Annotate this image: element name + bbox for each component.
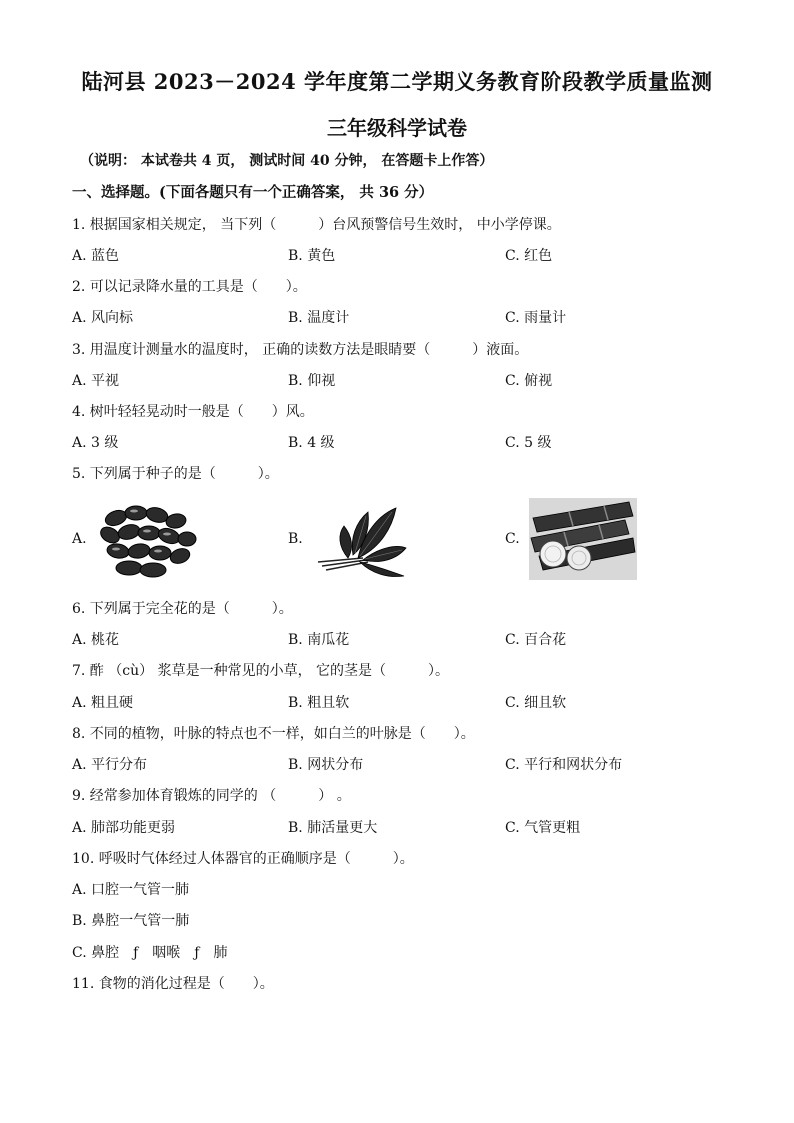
q5-option-b: B. [288, 531, 303, 547]
q9-option-a: A. 肺部功能更弱 [72, 820, 176, 836]
q1-option-c: C. 红色 [505, 248, 553, 264]
q3-option-c: C. 俯视 [505, 373, 553, 389]
q3-option-a: A. 平视 [72, 373, 120, 389]
q6-option-a: A. 桃花 [72, 632, 120, 648]
q9-option-c: C. 气管更粗 [505, 820, 581, 836]
exam-instructions: （说明： 本试卷共 4 页， 测试时间 40 分钟， 在答题卡上作答） [80, 153, 494, 169]
sugarcane-stems-image [529, 498, 637, 580]
question-9: 9. 经常参加体育锻炼的同学的 （ ） 。 [72, 788, 351, 804]
q5-option-c: C. [505, 531, 520, 547]
question-11: 11. 食物的消化过程是（ ）。 [72, 976, 274, 992]
q10-option-a: A. 口腔一气管一肺 [72, 882, 190, 898]
q7-option-b: B. 粗且软 [288, 695, 350, 711]
beans-seeds-image [96, 500, 201, 580]
question-3: 3. 用温度计测量水的温度时， 正确的读数方法是眼睛要（ ）液面。 [72, 342, 529, 358]
q1-option-b: B. 黄色 [288, 248, 336, 264]
question-10: 10. 呼吸时气体经过人体器官的正确顺序是（ ）。 [72, 851, 414, 867]
q10-option-c: C. 鼻腔 ƒ 咽喉 ƒ 肺 [72, 945, 228, 961]
q4-option-a: A. 3 级 [72, 435, 119, 451]
q4-option-b: B. 4 级 [288, 435, 335, 451]
q4-option-c: C. 5 级 [505, 435, 552, 451]
spinach-vegetable-image [308, 500, 408, 578]
question-6: 6. 下列属于完全花的是（ ）。 [72, 601, 293, 617]
question-8: 8. 不同的植物，叶脉的特点也不一样，如白兰的叶脉是（ ）。 [72, 726, 475, 742]
q7-option-a: A. 粗且硬 [72, 695, 134, 711]
section-heading-choice: 一、选择题。(下面各题只有一个正确答案， 共 36 分） [72, 184, 434, 201]
q8-option-b: B. 网状分布 [288, 757, 364, 773]
q2-option-b: B. 温度计 [288, 310, 350, 326]
exam-title: 陆河县 2023－2024 学年度第二学期义务教育阶段教学质量监测 [81, 69, 713, 94]
q7-option-c: C. 细且软 [505, 695, 567, 711]
question-5: 5. 下列属于种子的是（ ）。 [72, 466, 279, 482]
q5-option-a: A. [72, 531, 87, 547]
q6-option-c: C. 百合花 [505, 632, 567, 648]
q2-option-c: C. 雨量计 [505, 310, 567, 326]
q8-option-a: A. 平行分布 [72, 757, 148, 773]
q9-option-b: B. 肺活量更大 [288, 820, 378, 836]
q6-option-b: B. 南瓜花 [288, 632, 350, 648]
question-4: 4. 树叶轻轻晃动时一般是（ ）风。 [72, 404, 314, 420]
q1-option-a: A. 蓝色 [72, 248, 120, 264]
q10-option-b: B. 鼻腔一气管一肺 [72, 913, 190, 929]
exam-subtitle: 三年级科学试卷 [327, 116, 467, 140]
question-7: 7. 酢 （cù） 浆草是一种常见的小草， 它的茎是（ ）。 [72, 663, 450, 679]
q8-option-c: C. 平行和网状分布 [505, 757, 623, 773]
q2-option-a: A. 风向标 [72, 310, 134, 326]
question-1: 1. 根据国家相关规定， 当下列（ ）台风预警信号生效时， 中小学停课。 [72, 217, 561, 233]
question-2: 2. 可以记录降水量的工具是（ ）。 [72, 279, 307, 295]
q3-option-b: B. 仰视 [288, 373, 336, 389]
